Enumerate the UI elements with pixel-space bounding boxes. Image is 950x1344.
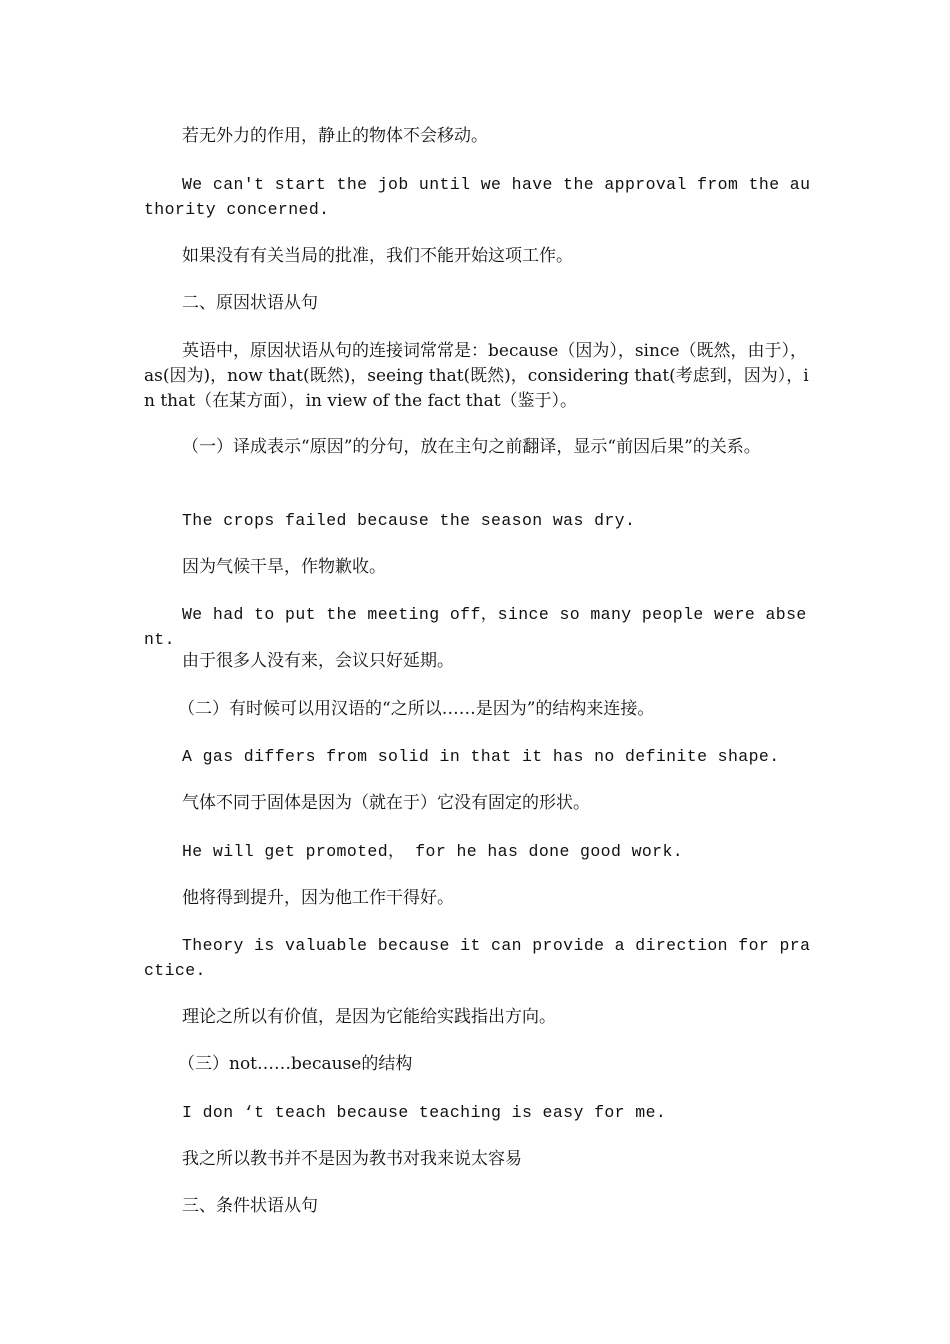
paragraph-conjunctions: 英语中，原因状语从句的连接词常常是：because（因为），since（既然，由于），as(因为)，now that(既然)，seeing that(既然)，considering that(考虑到，因为），in that（在某方面），in view of the fact that（鉴于）。 [144, 341, 809, 411]
section-heading-condition-clause: 三、条件状语从句 [182, 1196, 318, 1216]
subheading-2: （二）有时候可以用汉语的“之所以……是因为”的结构来连接。 [178, 699, 655, 719]
paragraph-example-1: We can't start the job until we have the approval from the authority concerned. [144, 175, 811, 219]
paragraph-translation-8: 我之所以教书并不是因为教书对我来说太容易 [182, 1149, 522, 1169]
subheading-1: （一）译成表示“原因”的分句，放在主句之前翻译，显示“前因后果”的关系。 [182, 437, 761, 457]
paragraph-translation-3: 因为气候干旱，作物歉收。 [182, 557, 386, 577]
paragraph-example-4: A gas differs from solid in that it has no definite shape. [182, 747, 780, 766]
section-heading-cause-clause: 二、原因状语从句 [182, 293, 318, 313]
paragraph-example-7: I don ‘t teach because teaching is easy for me. [182, 1103, 667, 1122]
paragraph-translation-6: 他将得到提升，因为他工作干得好。 [182, 888, 454, 908]
paragraph-translation-5: 气体不同于固体是因为（就在于）它没有固定的形状。 [182, 793, 590, 813]
paragraph-translation-4: 由于很多人没有来，会议只好延期。 [182, 651, 454, 671]
paragraph-example-5: He will get promoted， for he has done good work. [182, 842, 684, 861]
paragraph-example-2: The crops failed because the season was dry. [182, 511, 636, 530]
paragraph-example-6: Theory is valuable because it can provide a direction for practice. [144, 936, 811, 980]
paragraph-example-3: We had to put the meeting off，since so many people were absent. [144, 605, 807, 649]
paragraph-translation-2: 如果没有有关当局的批准，我们不能开始这项工作。 [182, 246, 573, 266]
paragraph-translation-1: 若无外力的作用，静止的物体不会移动。 [182, 126, 488, 146]
subheading-3: （三）not……because的结构 [178, 1054, 413, 1074]
paragraph-translation-7: 理论之所以有价值，是因为它能给实践指出方向。 [182, 1007, 556, 1027]
